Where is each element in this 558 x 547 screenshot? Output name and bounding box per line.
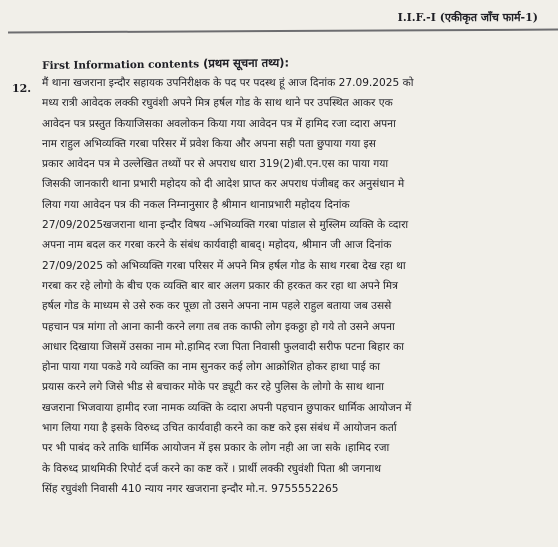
- header-divider: [8, 29, 558, 34]
- text-line: आधार दिखाया जिसमें उसका नाम मो.हामिद रजा पिता निवासी फुलवादी सरीफ पटना बिहार का: [42, 340, 405, 353]
- text-line: पहचान पत्र मांगा तो आना कानी करने लगा तब तक काफी लोग इकठ्ठा हो गये तो उसने अपना: [42, 320, 395, 333]
- text-line: मध्य रात्री आवेदक लक्की रघुवंशी अपने मित्र हर्षल गोड के साथ थाने पर उपस्थित आकर एक: [42, 97, 393, 110]
- text-line: गरबा कर रहे लोगो के बीच एक व्यक्ति बार बार अलग प्रकार की हरकत कर रहा था अपने मित्र: [42, 279, 398, 292]
- text-line: आवेदन पत्र प्रस्तुत कियाजिसका अवलोकन किया गया आवेदन पत्र में हामिद रजा व्दारा अपना: [42, 117, 396, 130]
- text-line: मैं थाना खजराना इन्दौर सहायक उपनिरीक्षक के पद पर पदस्थ हूं आज दिनांक 27.09.2025 को: [42, 77, 414, 89]
- section-title-english: First Information contents: [42, 58, 200, 72]
- text-line: 27/09/2025खजराना थाना इन्दौर विषय -अभिव्यक्ति गरबा पांडाल से मुस्लिम व्यक्ति के व्दारा: [42, 219, 409, 232]
- text-line: 27/09/2025 को अभिव्यक्ति गरबा परिसर में अपने मित्र हर्षल गोड के साथ गरबा देख रहा था: [42, 259, 406, 272]
- text-line: जिसकी जानकारी थाना प्रभारी महोदय को दी आदेश प्राप्त कर अपराध पंजीबद्द कर अनुसंधान मे: [42, 178, 405, 191]
- text-line: लिया गया आवेदन पत्र की नकल निम्नानुसार है श्रीमान थानाप्रभारी महोदय दिनांक: [42, 198, 350, 211]
- text-line: नाम राहुल अभिव्यक्ति गरबा परिसर में प्रवेश किया और अपना सही पता छुपाया गया इस: [42, 137, 376, 150]
- text-line: पर भी पाबंद करे ताकि धार्मिक आयोजन में इस प्रकार के लोग नही आ जा सके ।हामिद रजा: [42, 442, 390, 455]
- first-information-text: [42, 73, 552, 499]
- text-line: के विरुध्द प्राथमिकी रिपोर्ट दर्ज करने का कष्ट करें । प्रार्थी लक्की रघुवंशी पिता श्री जगनाथ: [42, 462, 381, 475]
- section-number: 12.: [12, 82, 32, 95]
- section-title-hindi: (प्रथम सूचना तथ्य):: [203, 55, 290, 71]
- text-line: प्रकार आवेदन पत्र मे उल्लेखित तथ्यों पर से अपराध धारा 319(2)बी.एन.एस का पाया गया: [42, 158, 389, 171]
- text-line: सिंह रघुवंशी निवासी 410 न्याय नगर खजराना इन्दौर मो.न. 9755552265: [42, 482, 339, 495]
- text-line: अपना नाम बदल कर गरबा करने के संबंध कार्यवाही बाबद्। महोदय, श्रीमान जी आज दिनांक: [42, 239, 392, 252]
- form-header: I.I.F.-I (एकीकृत जाँच फार्म-1): [397, 11, 538, 24]
- text-line: प्रयास करने लगे जिसे भीड से बचाकर मोके पर ड्यूटी कर रहे पुलिस के लोगो के साथ थाना: [42, 381, 385, 394]
- text-line: होना पाया गया पकडे गये व्यक्ति का नाम सुनकर कई लोग आक्रोशित होकर हाथा पाई का: [42, 361, 380, 374]
- text-line: भाग लिया गया है इसके विरुध्द उचित कार्यवाही करने का कष्ट करे इस संबंध में आयोजन कर्ता: [42, 422, 397, 435]
- text-line: हर्षल गोड के माध्यम से उसे रुक कर पूछा तो उसने अपना नाम पहले राहुल बताया जब उससे: [42, 300, 392, 313]
- text-line: खजराना भिजवाया हामीद रजा नामक व्यक्ति के व्दारा अपनी पहचान छुपाकर धार्मिक आयोजन में: [42, 401, 412, 414]
- section-heading: [42, 55, 289, 73]
